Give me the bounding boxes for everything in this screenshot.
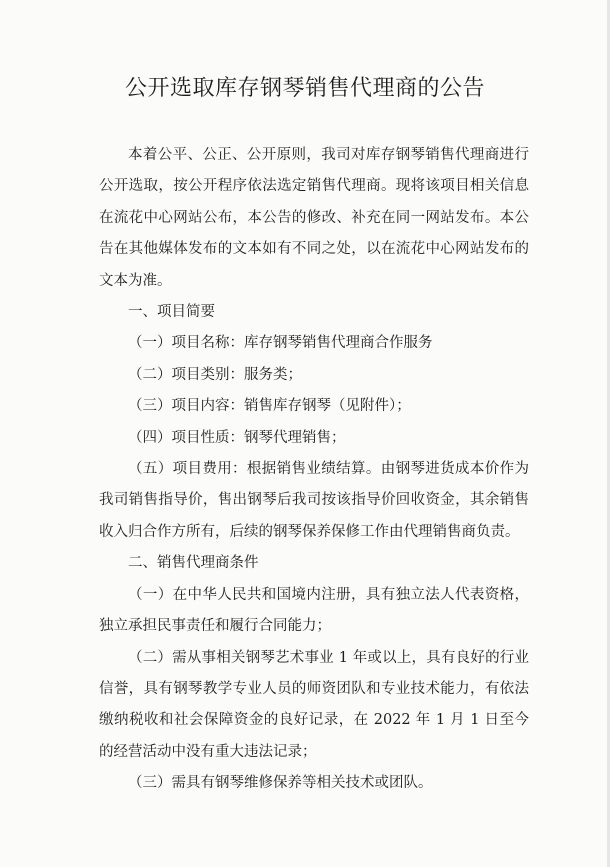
document-body (99, 140, 529, 800)
project-name-item: （一）项目名称：库存钢琴销售代理商合作服务 (128, 335, 433, 352)
intro-paragraph: 本着公平、公正、公开原则，我司对库存钢琴销售代理商进行公开选取，按公开程序依法选定销售代理商。现将该项目相关信息在流花中心网站公布，本公告的修改、补充在同一网站发布。本公告在其他媒体发布的文本如有不同之处，以在流花中心网站发布的文本为准。 (99, 147, 529, 289)
condition-maintenance-item: （三）需具有钢琴维修保养等相关技术或团队。 (128, 775, 433, 792)
project-content-item: （三）项目内容：销售库存钢琴（见附件）； (128, 398, 411, 415)
document-title: 公开选取库存钢琴销售代理商的公告 (124, 76, 485, 101)
condition-experience-item: （二）需从事相关钢琴艺术事业 1 年或以上，具有良好的行业信誉，具有钢琴教学专业人员的师资团队和专业技术能力，有依法缴纳税收和社会保障资金的良好记录，在 2022 年 1 月 1 日至今的经营活动中没有重大违法记录； (99, 649, 529, 760)
section-heading-agent-conditions: 二、销售代理商条件 (128, 555, 259, 572)
project-nature-item: （四）项目性质：钢琴代理销售； (128, 429, 346, 446)
condition-registration-item: （一）在中华人民共和国境内注册，具有独立法人代表资格，独立承担民事责任和履行合同能力； (99, 586, 529, 635)
section-heading-project-summary: 一、项目简要 (128, 304, 215, 321)
project-fee-item: （五）项目费用：根据销售业绩结算。由钢琴进货成本价作为我司销售指导价，售出钢琴后我司按该指导价回收资金，其余销售收入归合作方所有，后续的钢琴保养保修工作由代理销售商负责。 (99, 461, 529, 540)
project-category-item: （二）项目类别：服务类； (128, 366, 302, 383)
